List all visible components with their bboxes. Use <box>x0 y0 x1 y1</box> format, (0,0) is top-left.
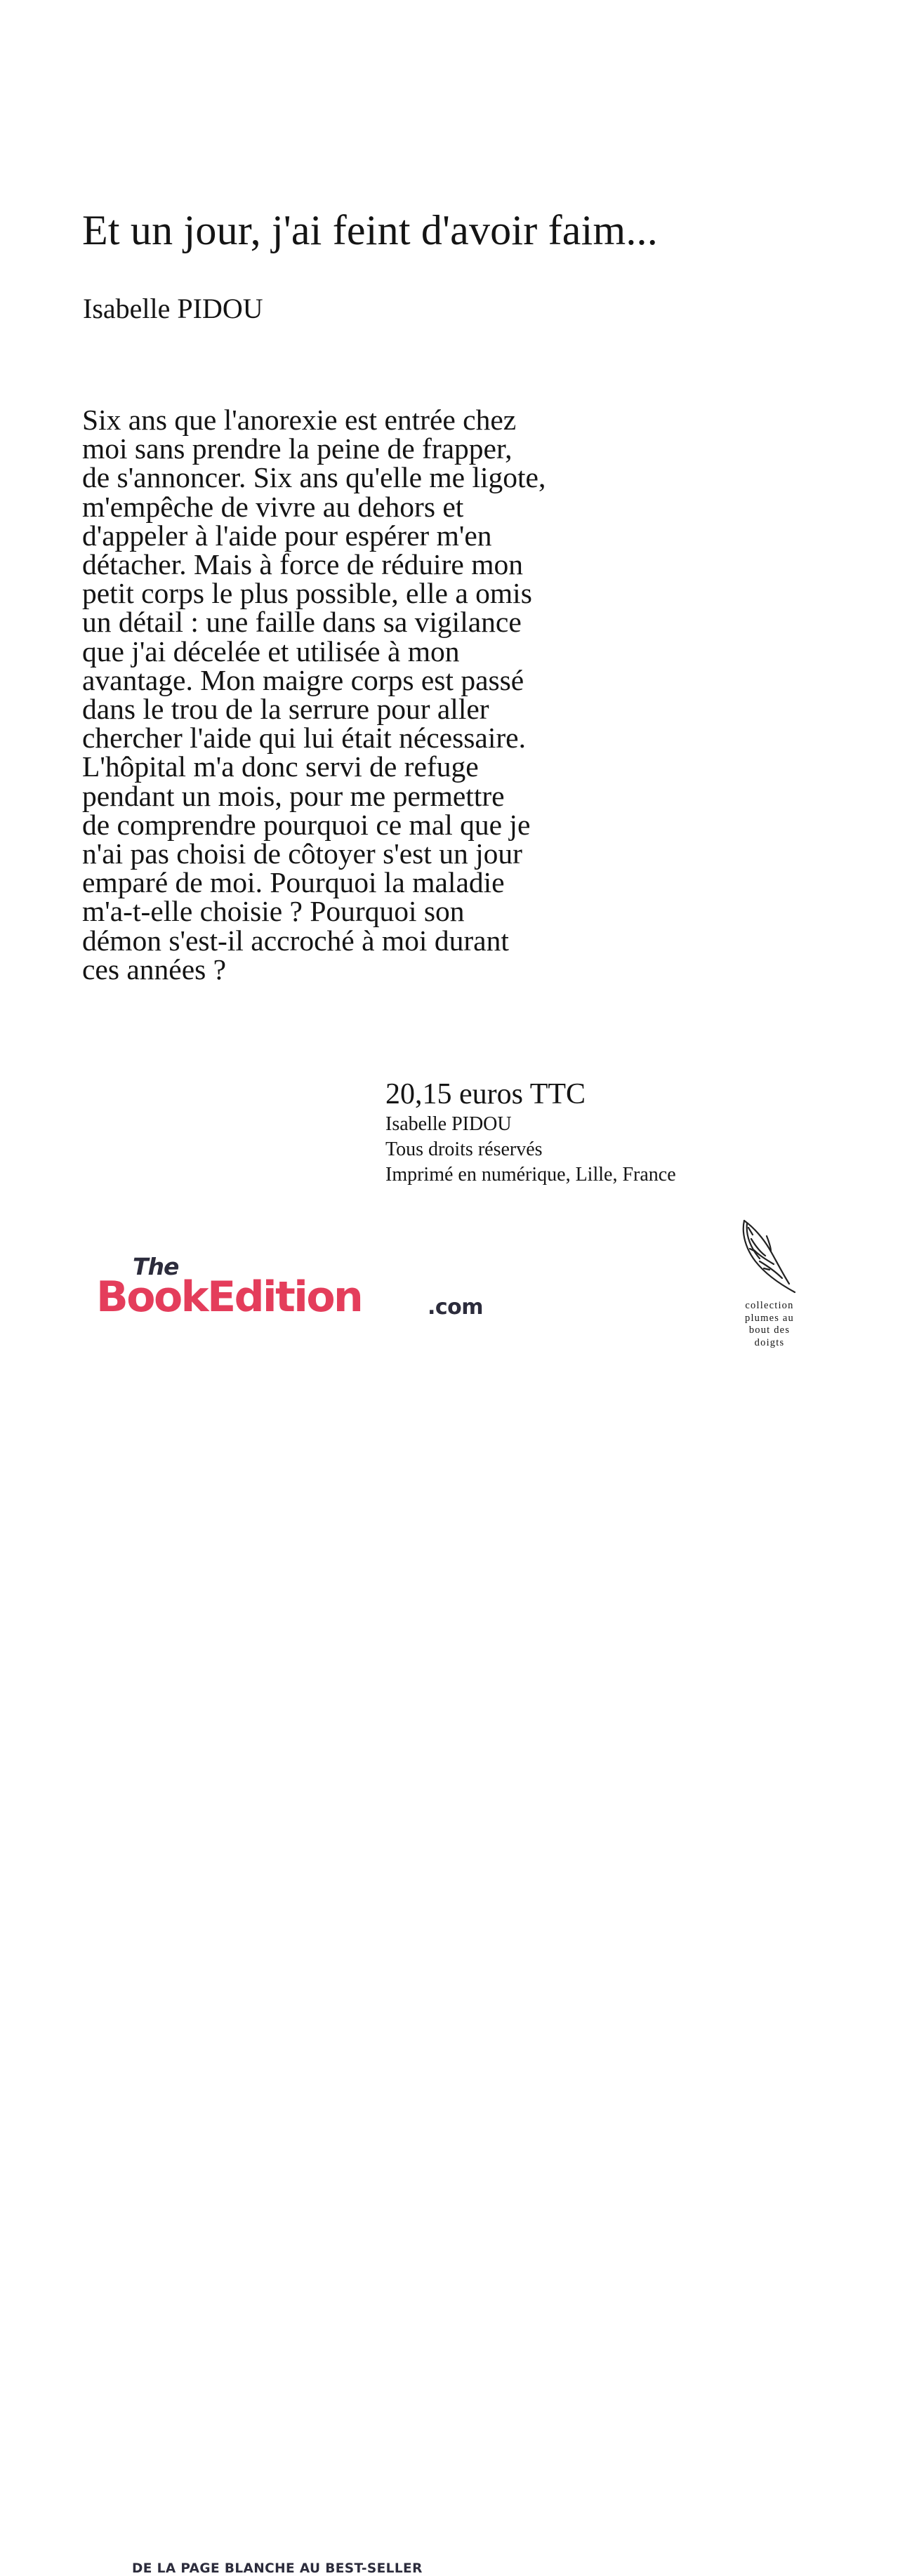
collection-line: doigts <box>754 1336 785 1348</box>
rights-notice: Tous droits réservés <box>385 1138 543 1160</box>
colophon-author: Isabelle PIDOU <box>385 1113 512 1135</box>
blurb-line: de s'annoncer. Six ans qu'elle me ligote, <box>82 461 546 494</box>
blurb-line: petit corps le plus possible, elle a omis <box>82 577 532 610</box>
publisher-logo <box>96 1253 489 2576</box>
blurb-line: que j'ai décelée et utilisée à mon <box>82 635 460 668</box>
print-location: Imprimé en numérique, Lille, France <box>385 1164 676 1186</box>
blurb-line: pendant un mois, pour me permettre <box>82 779 505 812</box>
blurb-line: détacher. Mais à force de réduire mon <box>82 548 523 581</box>
collection-line: plumes au <box>745 1312 794 1324</box>
logo-domain-text: .com <box>428 1295 484 1320</box>
blurb-line: Six ans que l'anorexie est entrée chez <box>82 404 517 436</box>
blurb-line: démon s'est-il accroché à moi durant <box>82 924 509 957</box>
blurb-line: avantage. Mon maigre corps est passé <box>82 663 524 696</box>
blurb-line: ces années ? <box>82 952 227 985</box>
blurb-line: chercher l'aide qui lui était nécessaire. <box>82 722 526 755</box>
blurb-line: un détail : une faille dans sa vigilance <box>82 606 522 639</box>
price: 20,15 euros TTC <box>385 1078 586 1110</box>
logo-brand-text: BookEdition <box>96 1273 362 1322</box>
collection-line: collection <box>745 1300 794 1311</box>
blurb-line: dans le trou de la serrure pour aller <box>82 693 489 726</box>
logo-tagline: DE LA PAGE BLANCHE AU BEST-SELLER <box>132 2561 423 2576</box>
back-cover-blurb <box>82 406 784 984</box>
collection-line: bout des <box>748 1324 791 1336</box>
colophon <box>385 1080 676 1188</box>
book-author: Isabelle PIDOU <box>83 293 263 324</box>
blurb-line: moi sans prendre la peine de frapper, <box>82 432 513 465</box>
blurb-line: n'ai pas choisi de côtoyer s'est un jour <box>82 837 522 870</box>
logo-the-text: The <box>133 1253 179 1280</box>
blurb-line: m'empêche de vivre au dehors et <box>82 490 464 523</box>
book-title: Et un jour, j'ai feint d'avoir faim... <box>82 207 658 253</box>
blurb-line: d'appeler à l'aide pour espérer m'en <box>82 519 492 552</box>
blurb-line: m'a-t-elle choisie ? Pourquoi son <box>82 895 465 928</box>
collection-label <box>737 1300 802 1349</box>
feather-icon <box>739 1218 799 1295</box>
blurb-line: L'hôpital m'a donc servi de refuge <box>82 750 479 783</box>
blurb-line: de comprendre pourquoi ce mal que je <box>82 808 531 841</box>
blurb-line: emparé de moi. Pourquoi la maladie <box>82 866 505 899</box>
